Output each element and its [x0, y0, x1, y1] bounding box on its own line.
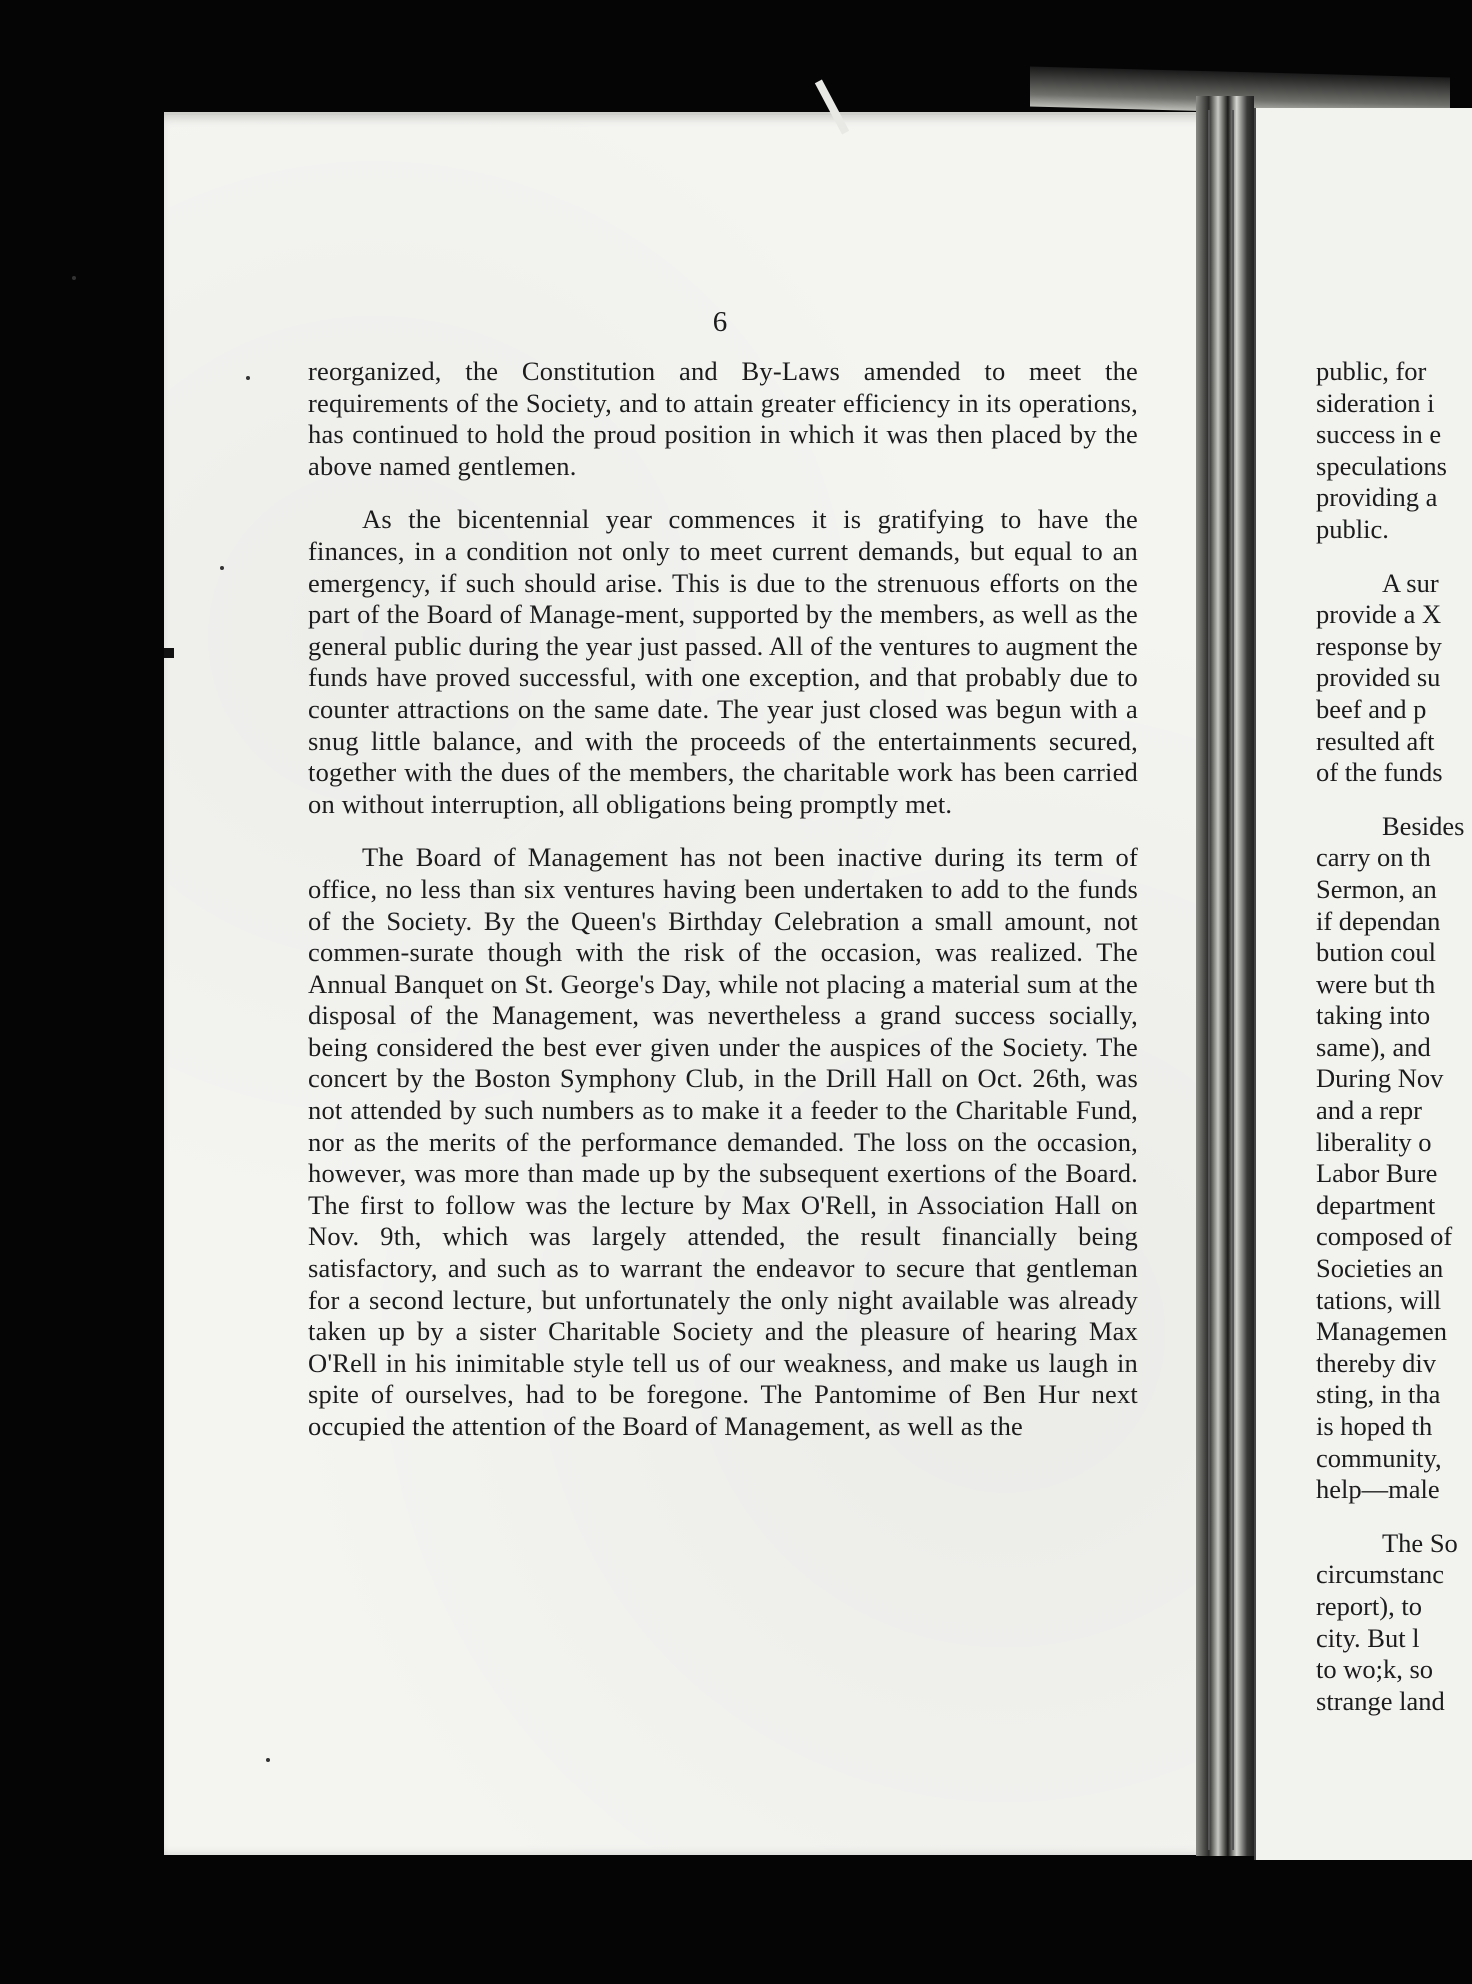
facing-line: A sur	[1382, 567, 1439, 598]
facing-line: carry on th	[1316, 842, 1431, 873]
facing-line: department	[1316, 1189, 1436, 1220]
facing-line: if dependan	[1316, 905, 1441, 936]
facing-line: beef and p	[1316, 693, 1427, 724]
paragraph-gap	[1316, 546, 1472, 568]
facing-line: and a repr	[1316, 1095, 1422, 1126]
facing-line: Societies an	[1316, 1253, 1444, 1284]
facing-line: same), and	[1316, 1031, 1431, 1062]
facing-line: The So	[1382, 1527, 1458, 1558]
facing-line: response by	[1316, 630, 1442, 661]
facing-line: report), to	[1316, 1590, 1422, 1621]
facing-line: composed of	[1316, 1221, 1453, 1252]
paragraph-gap	[1316, 789, 1472, 811]
facing-line: thereby div	[1316, 1347, 1436, 1378]
paper-speck	[220, 566, 224, 570]
page-body-text	[308, 356, 1138, 1465]
facing-line: strange land	[1316, 1685, 1445, 1716]
gutter-edge-line	[1232, 110, 1234, 1850]
facing-line: Besides	[1382, 810, 1465, 841]
facing-line: provided su	[1316, 662, 1441, 693]
paragraph-gap	[1316, 1506, 1472, 1528]
facing-line: Sermon, an	[1316, 873, 1437, 904]
facing-line: speculations	[1316, 450, 1447, 481]
book-gutter	[1196, 96, 1254, 1856]
paragraph: As the bicentennial year commences it is gratifying to have the finances, in a condition not only to meet current demands, but equal to an emergency, if such should arise. This is due to the strenuous efforts on the part of the Board of Manage-ment, supported by the members, as well as the general public during the year just passed. All of the ventures to augment the funds have proved successful, with one exception, and that probably due to counter attractions on the same date. The year just closed was begun with a snug little balance, and with the proceeds of the entertainments secured, together with the dues of the members, the charitable work has been carried on without interruption, all obligations being promptly met.	[308, 504, 1138, 819]
facing-line: taking into	[1316, 1000, 1431, 1031]
facing-line: circumstanc	[1316, 1559, 1445, 1590]
facing-line: provide a X	[1316, 599, 1442, 630]
facing-line: is hoped th	[1316, 1411, 1433, 1441]
facing-line: sting, in tha	[1316, 1379, 1441, 1410]
facing-line: providing a	[1316, 482, 1438, 513]
facing-line: resulted aft	[1316, 725, 1435, 756]
facing-line: community,	[1316, 1442, 1442, 1473]
facing-page-text-clip	[1254, 108, 1472, 1868]
paragraph: The Board of Management has not been inactive during its term of office, no less than six ventures having been undertaken to add to the funds of the Society. By the Queen's Birthday Celebration a small amount, not commen-surate though with the risk of the occasion, was realized. The Annual Banquet on St. George's Day, while not placing a material sum at the disposal of the Management, was nevertheless a grand success socially, being considered the best ever given under the auspices of the Society. The concert by the Boston Symphony Club, in the Drill Hall on Oct. 26th, was not attended by such numbers as to make it a feeder to the Charitable Fund, nor as the merits of the performance demanded. The loss on the occasion, however, was more than made up by the subsequent exertions of the Board. The first to follow was the lecture by Max O'Rell, in Association Hall on Nov. 9th, which was largely attended, the result financially being satisfactory, and such as to warrant the endeavor to secure that gentleman for a second lecture, but unfortunately the only night available was already taken up by a sister Charitable Society and the pleasure of hearing Max O'Rell in his inimitable style tell us of our weakness, and make us laugh in spite of ourselves, had to be foregone. The Pantomime of Ben Hur next occupied the attention of the Board of Management, as well as the	[308, 842, 1138, 1441]
facing-line: city. But l	[1316, 1622, 1420, 1653]
page-edge-mark	[164, 648, 174, 658]
facing-line: liberality o	[1316, 1126, 1432, 1157]
facing-line: to wo;k, so	[1316, 1654, 1434, 1685]
facing-line: were but th	[1316, 968, 1436, 999]
paper-speck	[246, 376, 250, 380]
scan-speck	[72, 276, 76, 280]
facing-line: sideration i	[1316, 387, 1435, 418]
facing-line: tations, will	[1316, 1284, 1442, 1315]
gutter-edge-line	[1208, 110, 1210, 1850]
facing-line: public, for	[1316, 356, 1427, 386]
facing-line: During Nov	[1316, 1063, 1444, 1094]
facing-line: Labor Bure	[1316, 1158, 1438, 1189]
page-number: 6	[712, 306, 728, 338]
facing-page-text	[1316, 356, 1472, 1717]
facing-line: bution coul	[1316, 937, 1436, 968]
paper-speck	[266, 1758, 270, 1762]
facing-line: public.	[1316, 513, 1389, 544]
facing-line: success in e	[1316, 419, 1442, 450]
paragraph: reorganized, the Constitution and By-Laws amended to meet the requirements of the Society, and to attain greater efficiency in its operations, has continued to hold the proud position in which it was then placed by the above named gentlemen.	[308, 356, 1138, 481]
facing-line: of the funds	[1316, 757, 1443, 788]
facing-line: help—male	[1316, 1474, 1440, 1505]
facing-line: Managemen	[1316, 1316, 1447, 1347]
